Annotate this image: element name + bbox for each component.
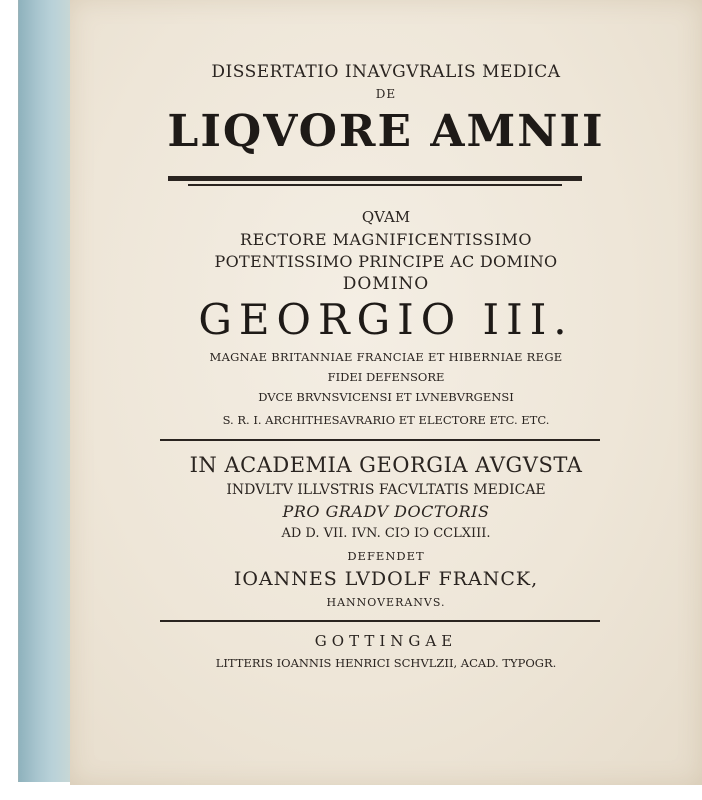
de-line: DE bbox=[375, 87, 397, 101]
quam-line: QVAM bbox=[361, 208, 411, 226]
binding-spine bbox=[18, 0, 73, 782]
dissertation-heading: DISSERTATIO INAVGVRALIS MEDICA bbox=[211, 62, 561, 82]
imprint-city: GOTTINGAE bbox=[314, 632, 458, 650]
title-rule-thin bbox=[188, 184, 562, 186]
rector-line: RECTORE MAGNIFICENTISSIMO bbox=[240, 230, 532, 249]
imprint-printer: LITTERIS IOANNIS HENRICI SCHVLZII, ACAD. TYPOGR. bbox=[215, 656, 557, 670]
defendet-line: DEFENDET bbox=[347, 549, 425, 563]
titles-line-4: S. R. I. ARCHITHESAVRARIO ET ELECTORE ETC. ETC. bbox=[222, 413, 550, 427]
middle-rule bbox=[160, 439, 600, 441]
potent-line: POTENTISSIMO PRINCIPE AC DOMINO bbox=[214, 252, 558, 271]
title-page bbox=[70, 0, 702, 785]
titles-line-1: MAGNAE BRITANNIAE FRANCIAE ET HIBERNIAE REGE bbox=[209, 350, 563, 364]
titles-line-3: DVCE BRVNSVICENSI ET LVNEBVRGENSI bbox=[258, 390, 514, 404]
georgio-name: GEORGIO III. bbox=[198, 295, 574, 344]
author-name: IOANNES LVDOLF FRANCK, bbox=[233, 568, 539, 590]
title-rule-thick bbox=[168, 176, 582, 181]
titles-line-2: FIDEI DEFENSORE bbox=[327, 370, 445, 384]
degree-line: PRO GRADV DOCTORIS bbox=[282, 502, 490, 521]
main-title: LIQVORE AMNII bbox=[167, 106, 605, 157]
faculty-line: INDVLTV ILLVSTRIS FACVLTATIS MEDICAE bbox=[226, 482, 546, 498]
author-origin: HANNOVERANVS. bbox=[326, 596, 446, 609]
date-line: AD D. VII. IVN. CIↃ IↃ CCLXIII. bbox=[281, 526, 491, 541]
academy-line: IN ACADEMIA GEORGIA AVGVSTA bbox=[189, 453, 583, 477]
lower-rule bbox=[160, 620, 600, 622]
domino-line: DOMINO bbox=[342, 274, 430, 294]
